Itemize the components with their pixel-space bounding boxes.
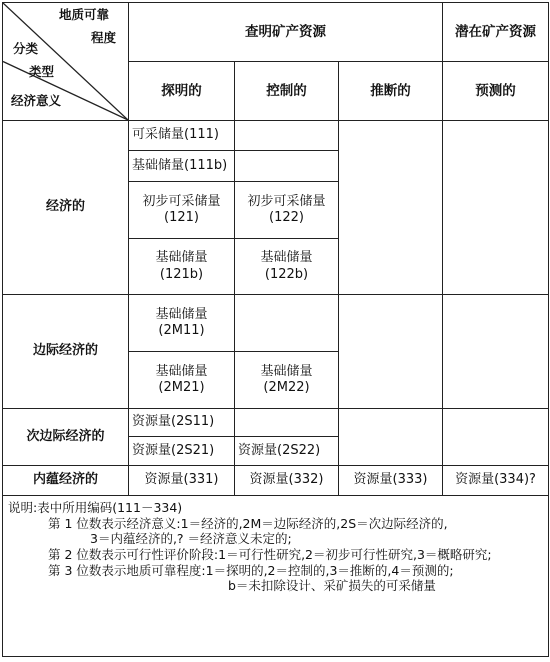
cell-2s21: 资源量(2S21) [129, 437, 235, 466]
identified-resources-header: 查明矿产资源 [129, 3, 443, 62]
measured-header: 探明的 [129, 62, 235, 121]
cell-empty [339, 121, 443, 295]
cell-2m22 [235, 352, 339, 409]
cell-333: 资源量(333) [339, 466, 443, 496]
cell-122-name: 初步可采储量 [247, 193, 326, 209]
note-line-6: b＝未扣除设计、采矿损失的可采储量 [228, 578, 436, 594]
cell-empty [443, 121, 549, 295]
corner-economic-label: 经济意义 [11, 93, 62, 108]
note-line-2: 第 1 位数表示经济意义:1＝经济的,2M＝边际经济的,2S＝次边际经济的, [48, 515, 448, 531]
note-line-4: 第 2 位数表示可行性评价阶段:1＝可行性研究,2＝初步可行性研究,3＝概略研究; [48, 546, 492, 562]
cell-121 [129, 182, 235, 239]
cell-2m11 [129, 295, 235, 352]
cell-2s22: 资源量(2S22) [235, 437, 339, 466]
indicated-header: 控制的 [235, 62, 339, 121]
intrinsic-row-label: 内蕴经济的 [3, 466, 129, 496]
cell-empty [235, 151, 339, 182]
header-corner-cell [3, 3, 129, 121]
cell-empty [443, 409, 549, 466]
corner-geo-reliability-line2: 程度 [91, 30, 117, 45]
cell-121-name: 初步可采储量 [142, 193, 221, 209]
cell-121-code: (121) [164, 210, 199, 225]
potential-resources-header: 潜在矿产资源 [443, 3, 549, 62]
cell-122b-code: (122b) [264, 266, 309, 282]
cell-334: 资源量(334)? [443, 466, 549, 496]
cell-331: 资源量(331) [129, 466, 235, 496]
note-line-1: 说明:表中所用编码(111－334) [8, 500, 183, 515]
cell-122b [235, 239, 339, 295]
cell-121b-code: (121b) [159, 266, 204, 282]
corner-type-label: 类型 [29, 64, 55, 79]
marginal-row-label: 边际经济的 [3, 295, 129, 409]
predicted-header: 预测的 [443, 62, 549, 121]
cell-2m22-code: (2M22) [263, 380, 310, 395]
cell-2m21-code: (2M21) [158, 380, 205, 395]
note-line-5: 第 3 位数表示地质可靠程度:1＝探明的,2＝控制的,3＝推断的,4＝预测的; [48, 562, 454, 578]
cell-empty [235, 295, 339, 352]
cell-121b [129, 239, 235, 295]
cell-122b-name: 基础储量 [260, 250, 313, 266]
submarginal-row-label: 次边际经济的 [3, 409, 129, 466]
resource-classification-table [2, 2, 549, 657]
cell-empty [443, 295, 549, 409]
corner-geo-reliability-line1: 地质可靠 [59, 7, 110, 22]
cell-empty [339, 409, 443, 466]
note-line-3: 3＝内蕴经济的,? ＝经济意义未定的; [90, 531, 292, 547]
notes-cell [3, 496, 549, 657]
inferred-header: 推断的 [339, 62, 443, 121]
cell-2m11-code: (2M11) [158, 323, 205, 338]
cell-empty [339, 295, 443, 409]
cell-empty [235, 409, 339, 437]
cell-121b-name: 基础储量 [155, 250, 208, 266]
cell-111b: 基础储量(111b) [129, 151, 235, 182]
economic-row-label: 经济的 [3, 121, 129, 295]
cell-2m21-name: 基础储量 [155, 363, 208, 379]
cell-122-code: (122) [269, 210, 304, 225]
cell-111: 可采储量(111) [129, 121, 235, 151]
corner-classification-label: 分类 [13, 41, 39, 56]
cell-empty [235, 121, 339, 151]
cell-332: 资源量(332) [235, 466, 339, 496]
cell-2s11: 资源量(2S11) [129, 409, 235, 437]
cell-2m22-name: 基础储量 [260, 363, 313, 379]
cell-2m21 [129, 352, 235, 409]
cell-122 [235, 182, 339, 239]
cell-2m11-name: 基础储量 [155, 306, 208, 322]
